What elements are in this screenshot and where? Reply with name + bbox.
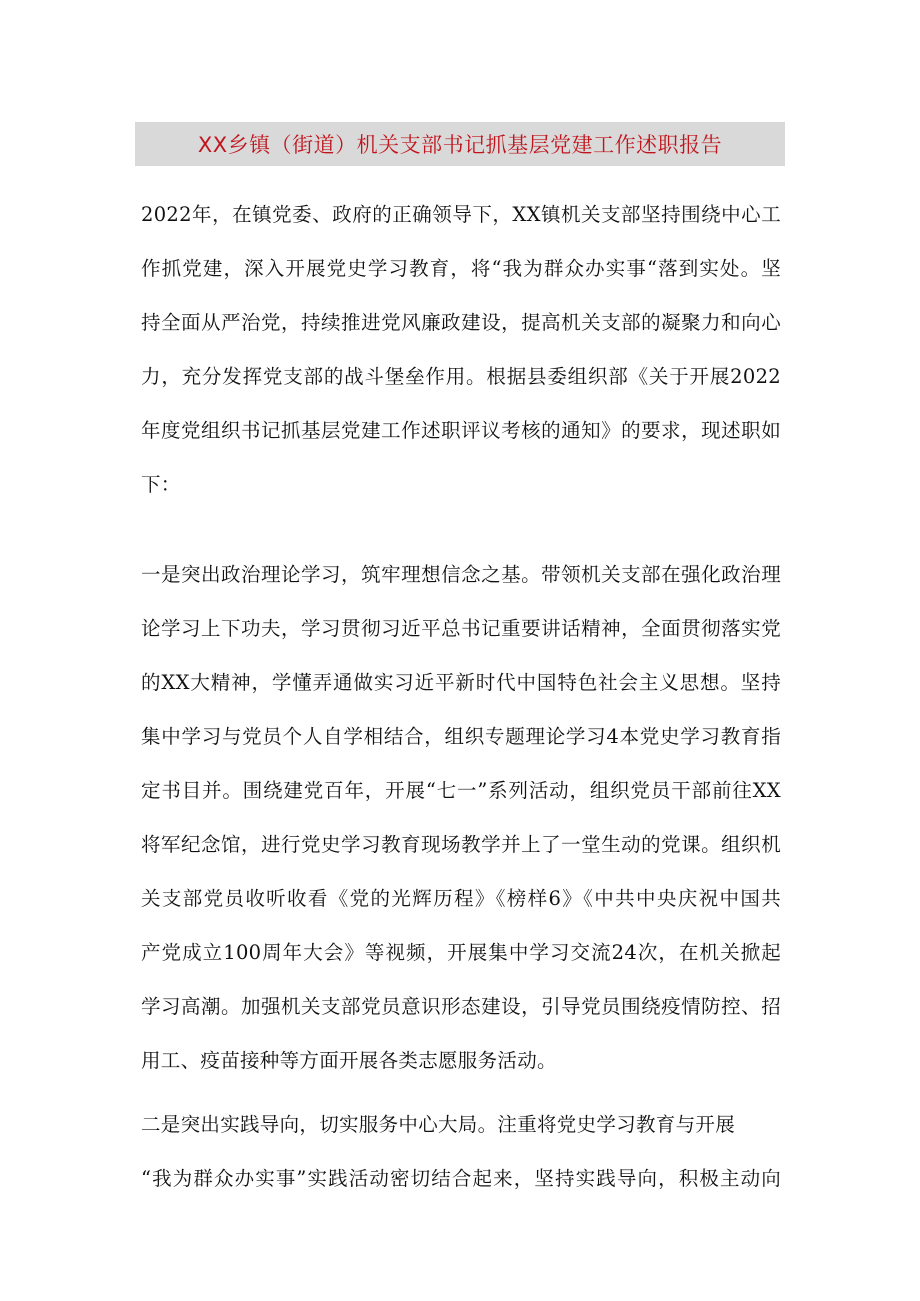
text-line: “我为群众办实事”实践活动密切结合起来，坚持实践导向，积极主动向 xyxy=(141,1167,781,1190)
text-line: 持全面从严治党，持续推进党风廉政建设，提高机关支部的凝聚力和向心 xyxy=(141,311,781,334)
text-line: 二是突出实践导向，切实服务中心大局。注重将党史学习教育与开展 xyxy=(141,1113,736,1136)
paragraph-intro xyxy=(141,188,781,512)
text-line: 一是突出政治理论学习，筑牢理想信念之基。带领机关支部在强化政治理 xyxy=(141,563,781,586)
text-line: 产党成立100周年大会》等视频，开展集中学习交流24次，在机关掀起 xyxy=(141,941,781,964)
paragraph-political-study xyxy=(141,548,781,1088)
paragraph-practice xyxy=(141,1098,781,1206)
title-banner xyxy=(135,122,785,166)
text-line: 集中学习与党员个人自学相结合，组织专题理论学习4本党史学习教育指 xyxy=(141,725,781,748)
text-line: 作抓党建，深入开展党史学习教育，将“我为群众办实事“落到实处。坚 xyxy=(141,257,781,280)
text-line: 学习高潮。加强机关支部党员意识形态建设，引导党员围绕疫情防控、招 xyxy=(141,995,781,1018)
document-title: XX乡镇（街道）机关支部书记抓基层党建工作述职报告 xyxy=(197,133,723,157)
text-line: 年度党组织书记抓基层党建工作述职评议考核的通知》的要求，现述职如 xyxy=(141,419,781,442)
text-line: 将军纪念馆，进行党史学习教育现场教学并上了一堂生动的党课。组织机 xyxy=(141,833,781,856)
text-line: 关支部党员收听收看《党的光辉历程》《榜样6》《中共中央庆祝中国共 xyxy=(141,887,781,910)
text-line: 定书目并。围绕建党百年，开展“七一”系列活动，组织党员干部前往XX xyxy=(141,779,781,802)
text-line: 用工、疫苗接种等方面开展各类志愿服务活动。 xyxy=(141,1049,557,1072)
text-line: 力，充分发挥党支部的战斗堡垒作用。根据县委组织部《关于开展2022 xyxy=(141,365,781,388)
text-line: 下： xyxy=(141,473,181,496)
text-line: 论学习上下功夫，学习贯彻习近平总书记重要讲话精神，全面贯彻落实党 xyxy=(141,617,781,640)
text-line: 的XX大精神，学懂弄通做实习近平新时代中国特色社会主义思想。坚持 xyxy=(141,671,781,694)
text-line: 2022年，在镇党委、政府的正确领导下，XX镇机关支部坚持围绕中心工 xyxy=(141,203,781,226)
